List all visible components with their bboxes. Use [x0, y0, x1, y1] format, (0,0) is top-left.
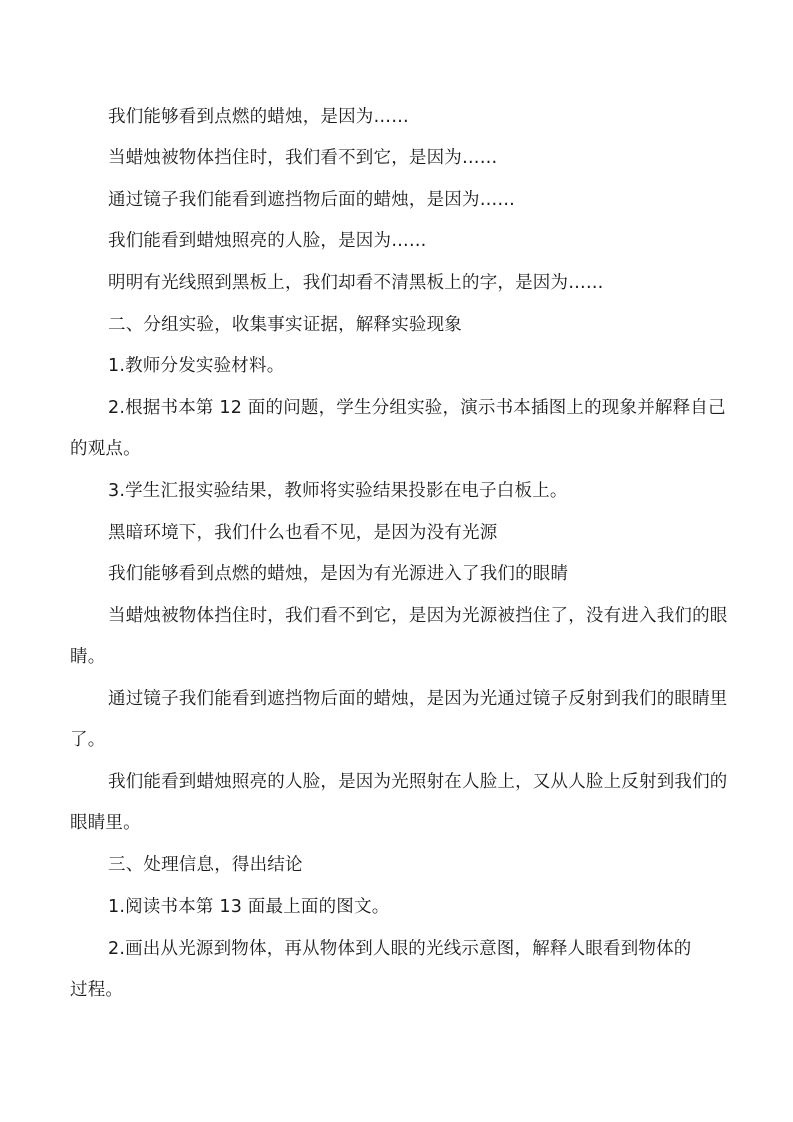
list-item-2: 2.根据书本第 12 面的问题，学生分组实验，演示书本插图上的现象并解释自己的观点。: [70, 398, 726, 459]
result-face-lit: 我们能看到蜡烛照亮的人脸，是因为光照射在人脸上，又从人脸上反射到我们的眼睛里。: [70, 772, 728, 833]
step-1: 1.阅读书本第 13 面最上面的图文。: [108, 897, 390, 917]
step-2: 2.画出从光源到物体，再从物体到人眼的光线示意图，解释人眼看到物体的过程。: [70, 939, 692, 1000]
paragraph-candle-lit: 我们能够看到点燃的蜡烛，是因为……: [108, 107, 409, 127]
paragraph-mirror: 通过镜子我们能看到遮挡物后面的蜡烛，是因为……: [108, 190, 516, 210]
result-dark: 黑暗环境下，我们什么也看不见，是因为没有光源: [108, 523, 498, 543]
result-candle-blocked: 当蜡烛被物体挡住时，我们看不到它，是因为光源被挡住了，没有进入我们的眼睛。: [70, 606, 728, 667]
result-mirror: 通过镜子我们能看到遮挡物后面的蜡烛，是因为光通过镜子反射到我们的眼睛里了。: [70, 689, 728, 750]
paragraph-face-lit: 我们能看到蜡烛照亮的人脸，是因为……: [108, 231, 427, 251]
list-item-1: 1.教师分发实验材料。: [108, 356, 285, 376]
result-candle-lit: 我们能够看到点燃的蜡烛，是因为有光源进入了我们的眼睛: [108, 564, 569, 584]
list-item-3: 3.学生汇报实验结果，教师将实验结果投影在电子白板上。: [108, 481, 568, 501]
paragraph-candle-blocked: 当蜡烛被物体挡住时，我们看不到它，是因为……: [108, 148, 498, 168]
paragraph-blackboard: 明明有光线照到黑板上，我们却看不清黑板上的字，是因为……: [108, 273, 604, 293]
section-heading-3: 三、处理信息，得出结论: [108, 855, 303, 875]
section-heading-2: 二、分组实验，收集事实证据，解释实验现象: [108, 315, 462, 335]
